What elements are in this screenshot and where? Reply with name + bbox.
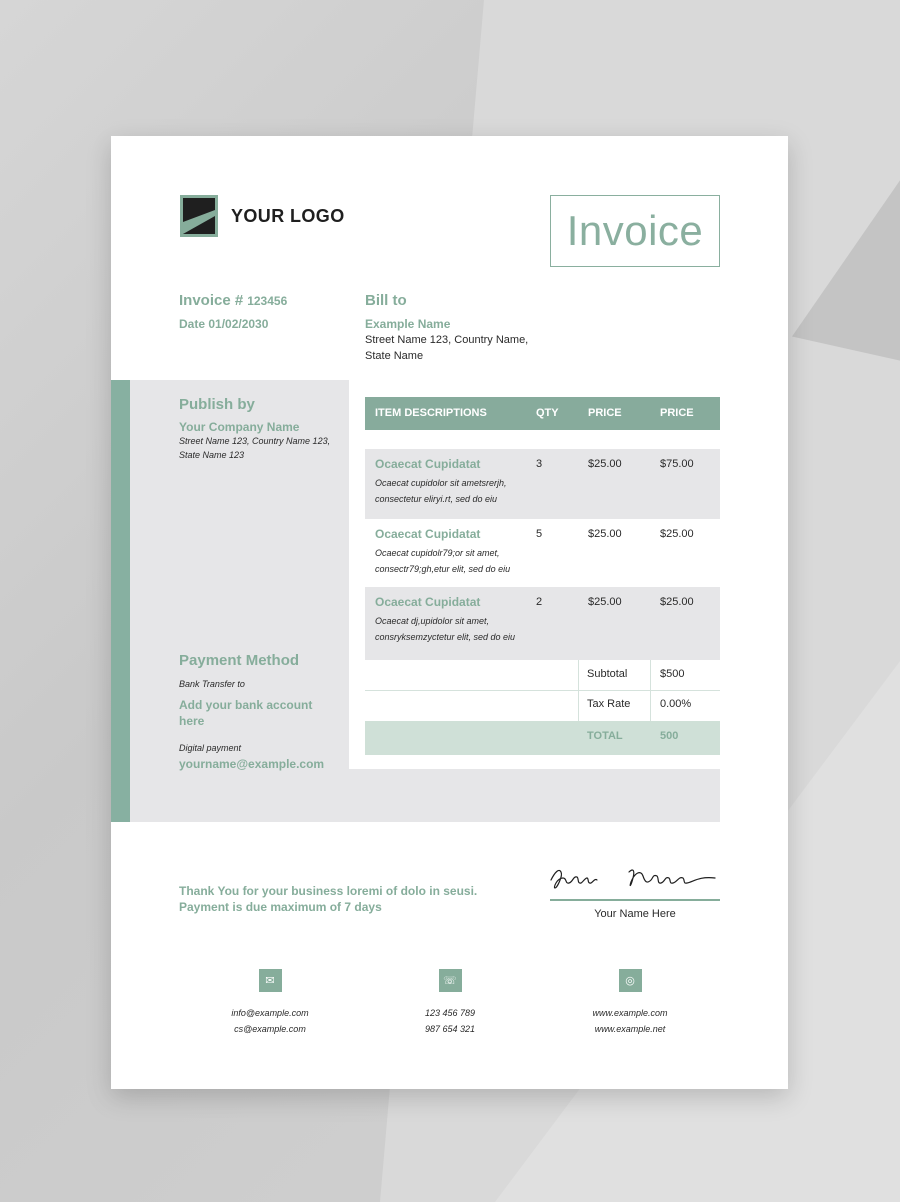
accent-bar — [111, 380, 130, 822]
publish-by-title: Publish by — [179, 396, 255, 413]
bank-transfer-label: Bank Transfer to — [179, 679, 245, 689]
table-row — [365, 449, 720, 519]
contact-line[interactable]: www.example.com — [592, 1008, 668, 1018]
digital-payment-email[interactable]: yourname@example.com — [179, 757, 325, 771]
header-total-price: PRICE — [660, 407, 694, 419]
bill-to-name: Example Name — [365, 317, 451, 331]
total-value: 500 — [660, 730, 679, 742]
logo-mark-icon — [179, 194, 219, 238]
mail-icon: ✉ — [259, 969, 282, 992]
digital-payment-label: Digital payment — [179, 743, 242, 753]
invoice-number — [179, 292, 287, 309]
item-qty: 5 — [536, 528, 543, 540]
total-label: TOTAL — [587, 730, 623, 742]
invoice-title: Invoice — [566, 207, 704, 254]
table-row — [365, 587, 720, 660]
contact-line[interactable]: www.example.net — [594, 1024, 666, 1034]
item-title: Ocaecat Cupidatat — [375, 595, 481, 609]
thank-you-note: Thank You for your business loremi of dolo in seusi. Payment is due maximum of 7 days — [179, 884, 478, 914]
invoice-number-value: 123456 — [247, 294, 288, 308]
item-title: Ocaecat Cupidatat — [375, 527, 481, 541]
logo — [179, 194, 345, 238]
invoice-sheet — [111, 136, 788, 1089]
tax-rate-value: 0.00% — [660, 698, 692, 710]
contact-line: 987 654 321 — [424, 1024, 476, 1034]
invoice-date: Date 01/02/2030 — [179, 317, 269, 331]
contact-phone — [380, 969, 520, 1037]
tax-rate-label: Tax Rate — [587, 698, 631, 710]
header-item-descriptions: ITEM DESCRIPTIONS — [375, 407, 487, 419]
item-price: $25.00 — [588, 528, 622, 540]
signer-name: Your Name Here — [594, 908, 676, 920]
header-price: PRICE — [588, 407, 622, 419]
bank-account-value: Add your bank account here — [179, 698, 313, 728]
bill-to-address: Street Name 123, Country Name, State Name — [365, 334, 529, 362]
globe-icon: ◎ — [619, 969, 642, 992]
item-total: $25.00 — [660, 596, 694, 608]
item-total: $75.00 — [660, 458, 694, 470]
items-table-header — [365, 397, 720, 430]
item-qty: 3 — [536, 458, 543, 470]
contact-line: 123 456 789 — [424, 1008, 476, 1018]
subtotal-value: $500 — [660, 668, 685, 680]
logo-text: YOUR LOGO — [231, 205, 345, 226]
invoice-title-box — [550, 195, 720, 267]
subtotal-label: Subtotal — [587, 668, 628, 680]
contact-line[interactable]: cs@example.com — [234, 1024, 306, 1034]
summary-divider — [365, 690, 720, 691]
publish-by-company: Your Company Name — [179, 420, 300, 434]
phone-icon: ☏ — [439, 969, 462, 992]
contact-email — [200, 969, 340, 1037]
signature-image — [549, 858, 721, 898]
signature-line — [550, 899, 720, 901]
item-description: Ocaecat dj,upidolor sit amet, consryksemzyctetur elit, sed do eiu — [375, 616, 516, 642]
item-description: Ocaecat cupidolor sit ametsrerjh, consectetur eliryi.rt, sed do eiu — [375, 478, 507, 504]
payment-method-title: Payment Method — [179, 652, 300, 669]
invoice-number-label: Invoice # — [179, 292, 244, 309]
item-title: Ocaecat Cupidatat — [375, 457, 481, 471]
item-price: $25.00 — [588, 458, 622, 470]
contact-website — [560, 969, 700, 1037]
item-total: $25.00 — [660, 528, 694, 540]
publish-by-address: Street Name 123, Country Name 123, State Name 123 — [179, 436, 331, 460]
item-qty: 2 — [536, 596, 543, 608]
header-qty: QTY — [536, 407, 559, 419]
bill-to-title: Bill to — [365, 292, 407, 309]
table-row — [365, 519, 720, 587]
item-price: $25.00 — [588, 596, 622, 608]
item-description: Ocaecat cupidolr79;or sit amet, consectr79;gh,etur elit, sed do eiu — [375, 548, 511, 574]
contact-line[interactable]: info@example.com — [231, 1008, 309, 1018]
